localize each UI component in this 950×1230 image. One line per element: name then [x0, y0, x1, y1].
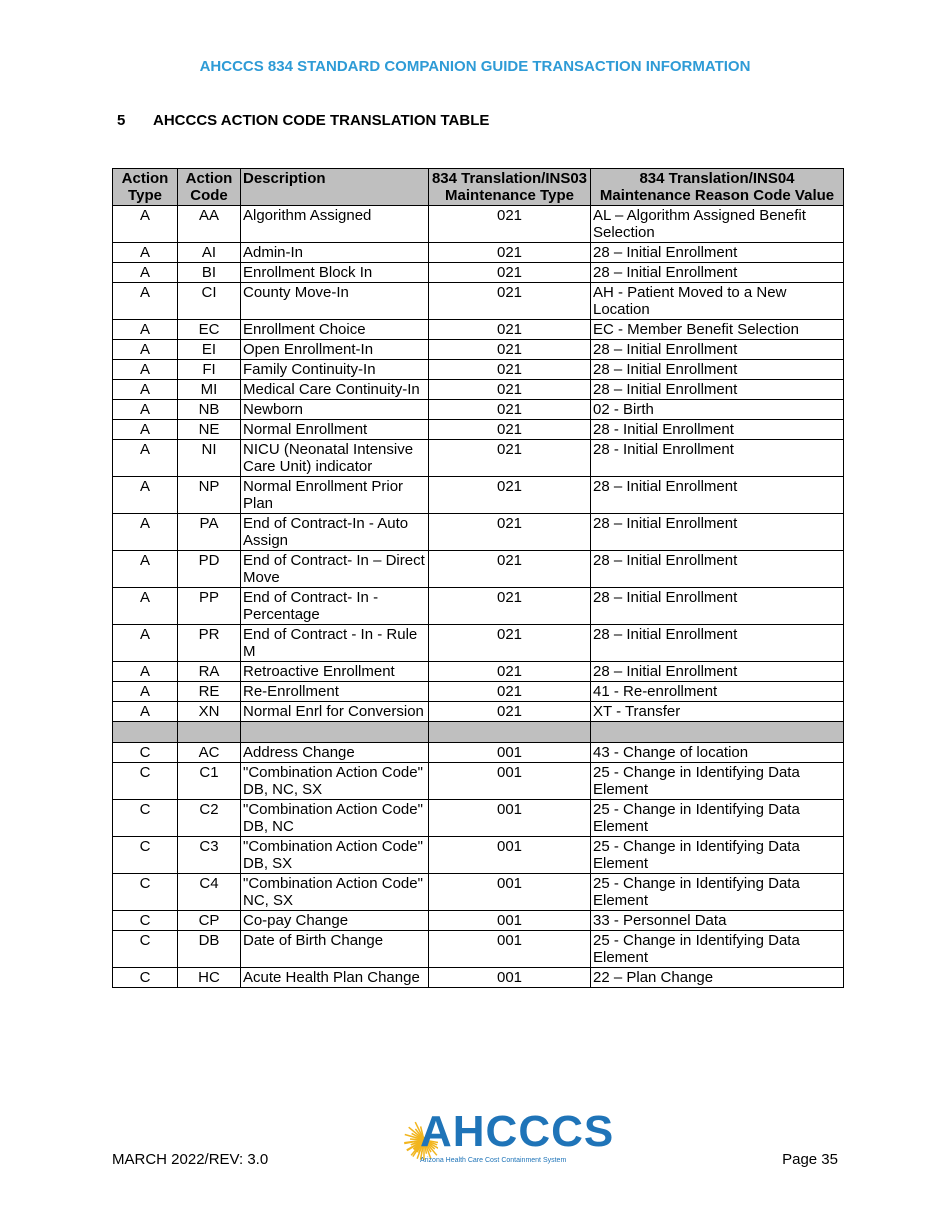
table-row	[113, 911, 844, 931]
cell-action-type: A	[113, 625, 178, 662]
cell-description: "Combination Action Code" DB, SX	[241, 837, 429, 874]
table-row	[113, 440, 844, 477]
cell-action-code: AC	[178, 743, 241, 763]
cell-ins04: 28 – Initial Enrollment	[591, 380, 844, 400]
header-ins04: 834 Translation/INS04 Maintenance Reason Code Value	[591, 169, 844, 206]
cell-action-type: C	[113, 968, 178, 988]
cell-action-type: A	[113, 400, 178, 420]
cell-description: Normal Enrollment	[241, 420, 429, 440]
cell-action-type: A	[113, 243, 178, 263]
table-row	[113, 283, 844, 320]
section-title: AHCCCS ACTION CODE TRANSLATION TABLE	[153, 112, 490, 129]
cell-description: NICU (Neonatal Intensive Care Unit) indicator	[241, 440, 429, 477]
cell-ins03: 021	[429, 551, 591, 588]
table-row	[113, 837, 844, 874]
cell-description: "Combination Action Code" DB, NC, SX	[241, 763, 429, 800]
action-code-table	[112, 168, 844, 988]
section-number: 5	[117, 112, 126, 129]
cell-description: End of Contract- In – Direct Move	[241, 551, 429, 588]
cell-action-code: MI	[178, 380, 241, 400]
cell-description: Date of Birth Change	[241, 931, 429, 968]
cell-action-type: C	[113, 911, 178, 931]
section-heading	[117, 112, 489, 129]
cell-ins03: 021	[429, 702, 591, 722]
cell-ins03: 021	[429, 340, 591, 360]
cell-ins04: AL – Algorithm Assigned Benefit Selection	[591, 206, 844, 243]
cell-action-type: C	[113, 800, 178, 837]
cell-ins03: 021	[429, 206, 591, 243]
page-header: AHCCCS 834 STANDARD COMPANION GUIDE TRANSACTION INFORMATION	[199, 58, 751, 75]
cell-description: "Combination Action Code" NC, SX	[241, 874, 429, 911]
table-row	[113, 320, 844, 340]
cell-action-code: AA	[178, 206, 241, 243]
cell-description: "Combination Action Code" DB, NC	[241, 800, 429, 837]
cell-action-type: A	[113, 340, 178, 360]
table-row	[113, 514, 844, 551]
cell-action-code: PA	[178, 514, 241, 551]
cell-action-code: NP	[178, 477, 241, 514]
cell-ins03: 001	[429, 968, 591, 988]
cell-action-code: DB	[178, 931, 241, 968]
cell-ins04: 28 – Initial Enrollment	[591, 360, 844, 380]
cell-ins04: 28 - Initial Enrollment	[591, 420, 844, 440]
table-row	[113, 263, 844, 283]
cell-action-type: C	[113, 743, 178, 763]
cell-action-type: C	[113, 837, 178, 874]
cell-ins04: 25 - Change in Identifying Data Element	[591, 763, 844, 800]
cell-description: Open Enrollment-In	[241, 340, 429, 360]
cell-ins04: 02 - Birth	[591, 400, 844, 420]
table-body	[113, 206, 844, 988]
cell-ins03: 021	[429, 263, 591, 283]
cell-description: End of Contract - In - Rule M	[241, 625, 429, 662]
cell-description: Address Change	[241, 743, 429, 763]
cell-description: Newborn	[241, 400, 429, 420]
cell-action-type: A	[113, 702, 178, 722]
cell-description: Enrollment Block In	[241, 263, 429, 283]
cell-ins03: 001	[429, 763, 591, 800]
cell-ins04: 41 - Re-enrollment	[591, 682, 844, 702]
cell-description: Medical Care Continuity-In	[241, 380, 429, 400]
cell-ins03: 021	[429, 477, 591, 514]
separator-cell	[241, 722, 429, 743]
cell-action-code: C4	[178, 874, 241, 911]
table-row	[113, 874, 844, 911]
separator-row	[113, 722, 844, 743]
cell-action-code: CP	[178, 911, 241, 931]
header-action-type: Action Type	[113, 169, 178, 206]
revision-label: MARCH 2022/REV: 3.0	[112, 1151, 269, 1168]
cell-action-type: A	[113, 514, 178, 551]
separator-cell	[429, 722, 591, 743]
cell-ins04: 28 - Initial Enrollment	[591, 440, 844, 477]
cell-ins04: 28 – Initial Enrollment	[591, 514, 844, 551]
logo-subtitle: Arizona Health Care Cost Containment System	[420, 1157, 567, 1164]
cell-ins04: 28 – Initial Enrollment	[591, 477, 844, 514]
ahcccs-logo	[398, 1107, 615, 1170]
cell-action-code: RE	[178, 682, 241, 702]
cell-ins03: 021	[429, 320, 591, 340]
cell-description: Admin-In	[241, 243, 429, 263]
cell-action-code: EC	[178, 320, 241, 340]
cell-ins04: 28 – Initial Enrollment	[591, 662, 844, 682]
cell-description: End of Contract-In - Auto Assign	[241, 514, 429, 551]
cell-ins03: 021	[429, 682, 591, 702]
cell-description: Algorithm Assigned	[241, 206, 429, 243]
cell-action-type: A	[113, 551, 178, 588]
cell-action-code: XN	[178, 702, 241, 722]
cell-ins04: 25 - Change in Identifying Data Element	[591, 874, 844, 911]
cell-action-type: A	[113, 420, 178, 440]
cell-action-type: A	[113, 320, 178, 340]
table-row	[113, 931, 844, 968]
cell-action-code: CI	[178, 283, 241, 320]
cell-ins04: 28 – Initial Enrollment	[591, 243, 844, 263]
cell-description: Family Continuity-In	[241, 360, 429, 380]
cell-ins03: 021	[429, 662, 591, 682]
table-row	[113, 243, 844, 263]
cell-action-type: A	[113, 440, 178, 477]
table-row	[113, 588, 844, 625]
cell-description: County Move-In	[241, 283, 429, 320]
cell-ins04: 28 – Initial Enrollment	[591, 588, 844, 625]
table-row	[113, 743, 844, 763]
cell-action-code: NI	[178, 440, 241, 477]
cell-action-type: A	[113, 662, 178, 682]
cell-ins04: 25 - Change in Identifying Data Element	[591, 800, 844, 837]
cell-ins04: EC - Member Benefit Selection	[591, 320, 844, 340]
cell-ins04: 28 – Initial Enrollment	[591, 340, 844, 360]
cell-action-type: A	[113, 360, 178, 380]
cell-ins04: 22 – Plan Change	[591, 968, 844, 988]
cell-description: Co-pay Change	[241, 911, 429, 931]
cell-ins04: 25 - Change in Identifying Data Element	[591, 931, 844, 968]
cell-action-code: BI	[178, 263, 241, 283]
cell-description: Normal Enrl for Conversion	[241, 702, 429, 722]
cell-ins03: 001	[429, 743, 591, 763]
cell-ins03: 021	[429, 283, 591, 320]
cell-description: Re-Enrollment	[241, 682, 429, 702]
header-ins03: 834 Translation/INS03 Maintenance Type	[429, 169, 591, 206]
cell-ins03: 021	[429, 514, 591, 551]
table-header-row	[113, 169, 844, 206]
header-description: Description	[241, 169, 429, 206]
cell-action-type: C	[113, 874, 178, 911]
cell-ins04: XT - Transfer	[591, 702, 844, 722]
cell-ins04: 25 - Change in Identifying Data Element	[591, 837, 844, 874]
separator-cell	[591, 722, 844, 743]
cell-ins04: 28 – Initial Enrollment	[591, 551, 844, 588]
cell-action-type: A	[113, 477, 178, 514]
cell-action-code: EI	[178, 340, 241, 360]
header-action-code: Action Code	[178, 169, 241, 206]
table-row	[113, 662, 844, 682]
cell-description: Enrollment Choice	[241, 320, 429, 340]
cell-ins03: 001	[429, 837, 591, 874]
logo-text: AHCCCS	[420, 1107, 615, 1156]
table-row	[113, 702, 844, 722]
cell-action-code: NB	[178, 400, 241, 420]
table-row	[113, 380, 844, 400]
cell-ins03: 001	[429, 931, 591, 968]
cell-action-code: HC	[178, 968, 241, 988]
table-row	[113, 206, 844, 243]
cell-description: Acute Health Plan Change	[241, 968, 429, 988]
cell-ins03: 021	[429, 380, 591, 400]
cell-ins03: 001	[429, 800, 591, 837]
cell-ins03: 021	[429, 420, 591, 440]
cell-action-code: C3	[178, 837, 241, 874]
cell-ins04: AH - Patient Moved to a New Location	[591, 283, 844, 320]
table-row	[113, 968, 844, 988]
cell-action-code: FI	[178, 360, 241, 380]
cell-action-type: A	[113, 588, 178, 625]
page-number: Page 35	[782, 1151, 838, 1168]
cell-ins03: 001	[429, 911, 591, 931]
cell-ins04: 28 – Initial Enrollment	[591, 625, 844, 662]
cell-action-type: A	[113, 380, 178, 400]
cell-action-type: C	[113, 931, 178, 968]
cell-ins03: 021	[429, 400, 591, 420]
cell-ins04: 28 – Initial Enrollment	[591, 263, 844, 283]
cell-action-type: A	[113, 682, 178, 702]
cell-ins04: 43 - Change of location	[591, 743, 844, 763]
cell-action-code: PR	[178, 625, 241, 662]
table-row	[113, 800, 844, 837]
cell-action-code: C1	[178, 763, 241, 800]
separator-cell	[113, 722, 178, 743]
cell-action-type: C	[113, 763, 178, 800]
table-row	[113, 763, 844, 800]
cell-action-code: AI	[178, 243, 241, 263]
cell-ins03: 021	[429, 360, 591, 380]
cell-action-code: PP	[178, 588, 241, 625]
cell-action-code: C2	[178, 800, 241, 837]
table-row	[113, 682, 844, 702]
cell-action-type: A	[113, 263, 178, 283]
cell-description: Retroactive Enrollment	[241, 662, 429, 682]
separator-cell	[178, 722, 241, 743]
cell-ins03: 021	[429, 243, 591, 263]
cell-description: Normal Enrollment Prior Plan	[241, 477, 429, 514]
cell-action-type: A	[113, 283, 178, 320]
cell-ins04: 33 - Personnel Data	[591, 911, 844, 931]
table-row	[113, 551, 844, 588]
table-row	[113, 360, 844, 380]
table-row	[113, 625, 844, 662]
cell-ins03: 021	[429, 588, 591, 625]
table-row	[113, 420, 844, 440]
cell-action-code: RA	[178, 662, 241, 682]
table-row	[113, 340, 844, 360]
cell-action-code: NE	[178, 420, 241, 440]
cell-ins03: 001	[429, 874, 591, 911]
cell-description: End of Contract- In - Percentage	[241, 588, 429, 625]
cell-action-type: A	[113, 206, 178, 243]
cell-ins03: 021	[429, 625, 591, 662]
cell-action-code: PD	[178, 551, 241, 588]
table-row	[113, 477, 844, 514]
table-row	[113, 400, 844, 420]
cell-ins03: 021	[429, 440, 591, 477]
